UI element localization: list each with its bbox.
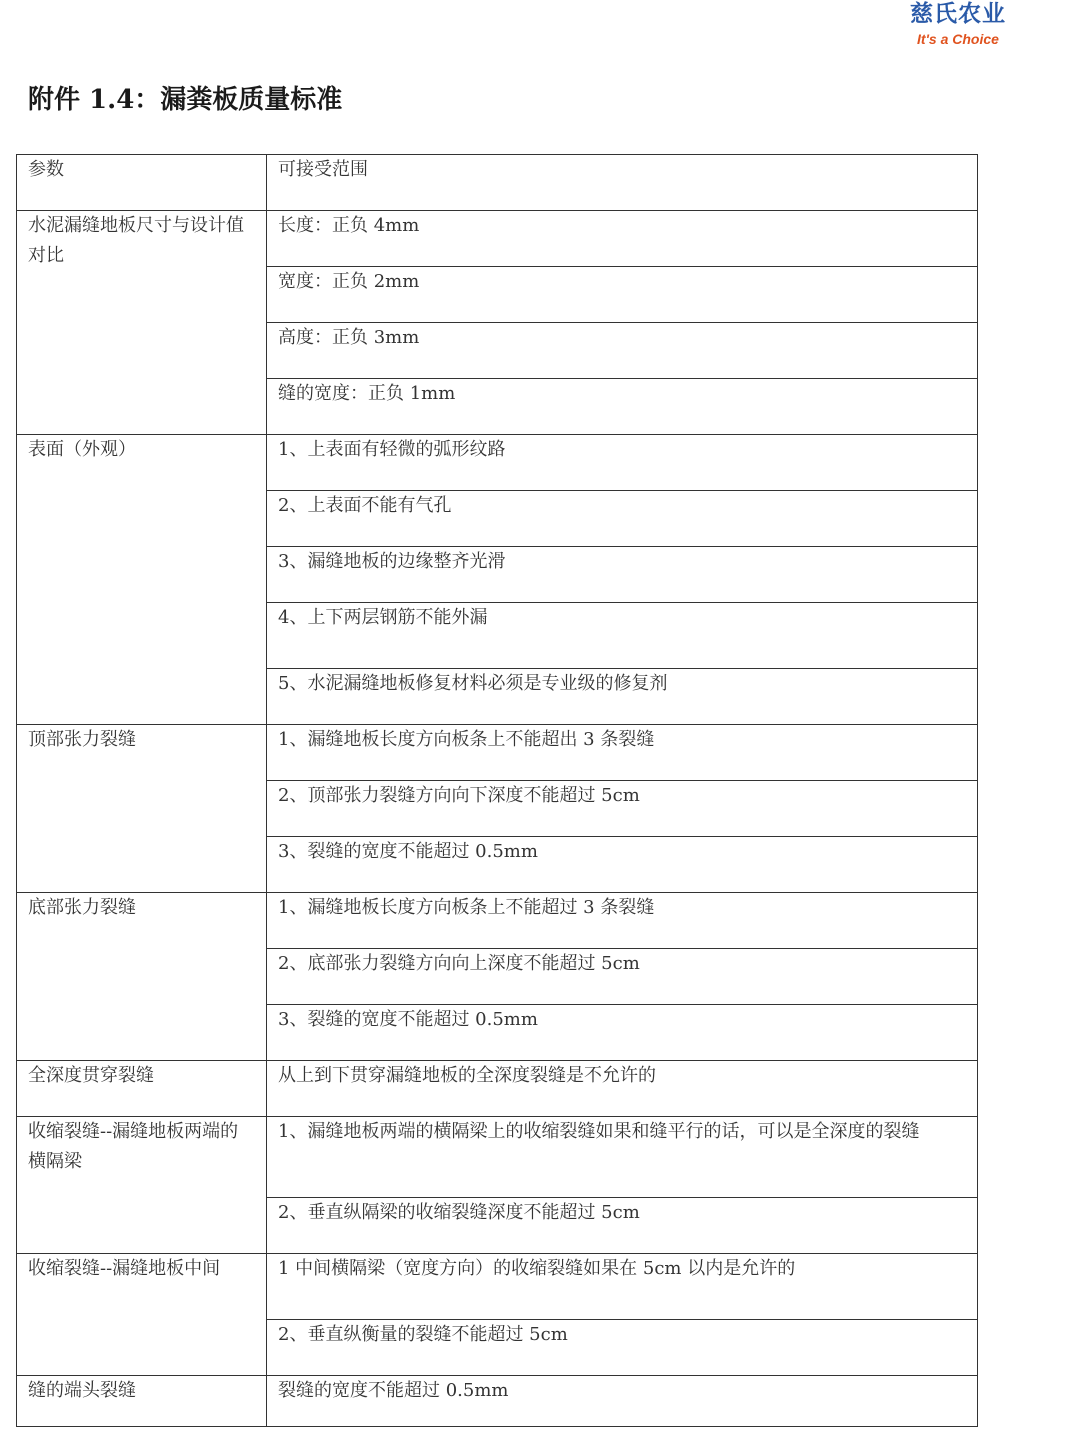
row-label-slot-end: 缝的端头裂缝 bbox=[17, 1376, 267, 1427]
row-value: 1、漏缝地板两端的横隔梁上的收缩裂缝如果和缝平行的话，可以是全深度的裂缝 bbox=[267, 1117, 978, 1198]
row-label-size: 水泥漏缝地板尺寸与设计值对比 bbox=[17, 211, 267, 435]
row-label-shrink-middle: 收缩裂缝--漏缝地板中间 bbox=[17, 1254, 267, 1376]
row-value: 裂缝的宽度不能超过 0.5mm bbox=[267, 1376, 978, 1427]
table-row bbox=[17, 1254, 978, 1320]
row-value: 2、顶部张力裂缝方向向下深度不能超过 5cm bbox=[267, 781, 978, 837]
table-header-row bbox=[17, 155, 978, 211]
row-label-shrink-ends: 收缩裂缝--漏缝地板两端的横隔梁 bbox=[17, 1117, 267, 1254]
logo-slogan: It's a Choice bbox=[917, 31, 999, 47]
header-parameter: 参数 bbox=[17, 155, 267, 211]
table-row bbox=[17, 893, 978, 949]
row-value: 2、垂直纵隔梁的收缩裂缝深度不能超过 5cm bbox=[267, 1198, 978, 1254]
header-range: 可接受范围 bbox=[267, 155, 978, 211]
row-label-bottom-cracks: 底部张力裂缝 bbox=[17, 893, 267, 1061]
row-value: 2、上表面不能有气孔 bbox=[267, 491, 978, 547]
table-row bbox=[17, 1376, 978, 1427]
row-value: 从上到下贯穿漏缝地板的全深度裂缝是不允许的 bbox=[267, 1061, 978, 1117]
row-value: 3、裂缝的宽度不能超过 0.5mm bbox=[267, 837, 978, 893]
table-row bbox=[17, 725, 978, 781]
row-value: 宽度：正负 2mm bbox=[267, 267, 978, 323]
row-value: 1、漏缝地板长度方向板条上不能超过 3 条裂缝 bbox=[267, 893, 978, 949]
table-row bbox=[17, 1117, 978, 1198]
row-label-full-depth: 全深度贯穿裂缝 bbox=[17, 1061, 267, 1117]
logo-name: 慈氏农业 bbox=[910, 0, 1006, 27]
row-value: 2、垂直纵衡量的裂缝不能超过 5cm bbox=[267, 1320, 978, 1376]
row-value: 5、水泥漏缝地板修复材料必须是专业级的修复剂 bbox=[267, 669, 978, 725]
row-value: 缝的宽度：正负 1mm bbox=[267, 379, 978, 435]
row-value: 1 中间横隔梁（宽度方向）的收缩裂缝如果在 5cm 以内是允许的 bbox=[267, 1254, 978, 1320]
row-value: 3、裂缝的宽度不能超过 0.5mm bbox=[267, 1005, 978, 1061]
row-label-top-cracks: 顶部张力裂缝 bbox=[17, 725, 267, 893]
row-value: 1、漏缝地板长度方向板条上不能超出 3 条裂缝 bbox=[267, 725, 978, 781]
page-title: 附件 1.4：漏粪板质量标准 bbox=[28, 85, 343, 115]
row-value: 4、上下两层钢筋不能外漏 bbox=[267, 603, 978, 669]
company-logo bbox=[898, 0, 1018, 48]
row-value: 1、上表面有轻微的弧形纹路 bbox=[267, 435, 978, 491]
table-row bbox=[17, 211, 978, 267]
row-value: 3、漏缝地板的边缘整齐光滑 bbox=[267, 547, 978, 603]
table-row bbox=[17, 1061, 978, 1117]
table-row bbox=[17, 435, 978, 491]
row-value: 2、底部张力裂缝方向向上深度不能超过 5cm bbox=[267, 949, 978, 1005]
quality-standard-table bbox=[16, 154, 978, 1427]
row-value: 高度：正负 3mm bbox=[267, 323, 978, 379]
row-label-surface: 表面（外观） bbox=[17, 435, 267, 725]
row-value: 长度：正负 4mm bbox=[267, 211, 978, 267]
